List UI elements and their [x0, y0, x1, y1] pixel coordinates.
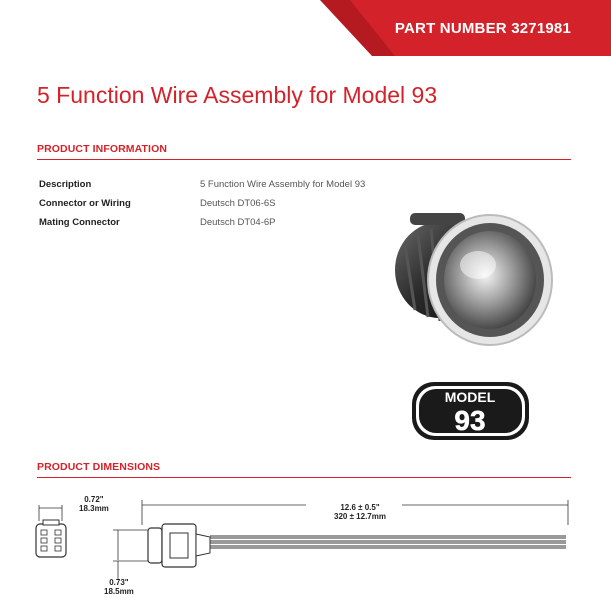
connector-end-view — [30, 495, 80, 595]
section-divider-2 — [37, 477, 571, 478]
section-divider — [37, 159, 571, 160]
page-title: 5 Function Wire Assembly for Model 93 — [37, 82, 438, 108]
mating-connector-label: Mating Connector — [39, 217, 120, 228]
connector-value: Deutsch DT06-6S — [200, 198, 276, 209]
width-dimension — [79, 495, 109, 513]
product-information-heading: PRODUCT INFORMATION — [37, 143, 168, 155]
description-label: Description — [39, 179, 92, 190]
description-value: 5 Function Wire Assembly for Model 93 — [200, 179, 366, 190]
connector-label: Connector or Wiring — [39, 198, 131, 209]
part-number: PART NUMBER 3271981 — [394, 20, 571, 37]
height-mm: 18.5mm — [104, 587, 134, 596]
height-dimension — [104, 578, 134, 596]
mating-connector-value: Deutsch DT04-6P — [200, 217, 276, 228]
badge-number-text: 93 — [454, 405, 486, 436]
badge-model-text: MODEL — [444, 389, 496, 405]
product-dimensions-heading: PRODUCT DIMENSIONS — [37, 461, 161, 473]
length-inches: 12.6 ± 0.5" — [340, 503, 380, 512]
width-mm: 18.3mm — [79, 504, 109, 513]
width-inches: 0.72" — [84, 495, 104, 504]
height-inches: 0.73" — [109, 578, 129, 587]
product-image — [380, 205, 565, 350]
length-mm: 320 ± 12.7mm — [334, 512, 386, 521]
header-banner — [0, 0, 611, 56]
model-93-badge — [408, 380, 533, 442]
length-dimension — [300, 503, 420, 521]
